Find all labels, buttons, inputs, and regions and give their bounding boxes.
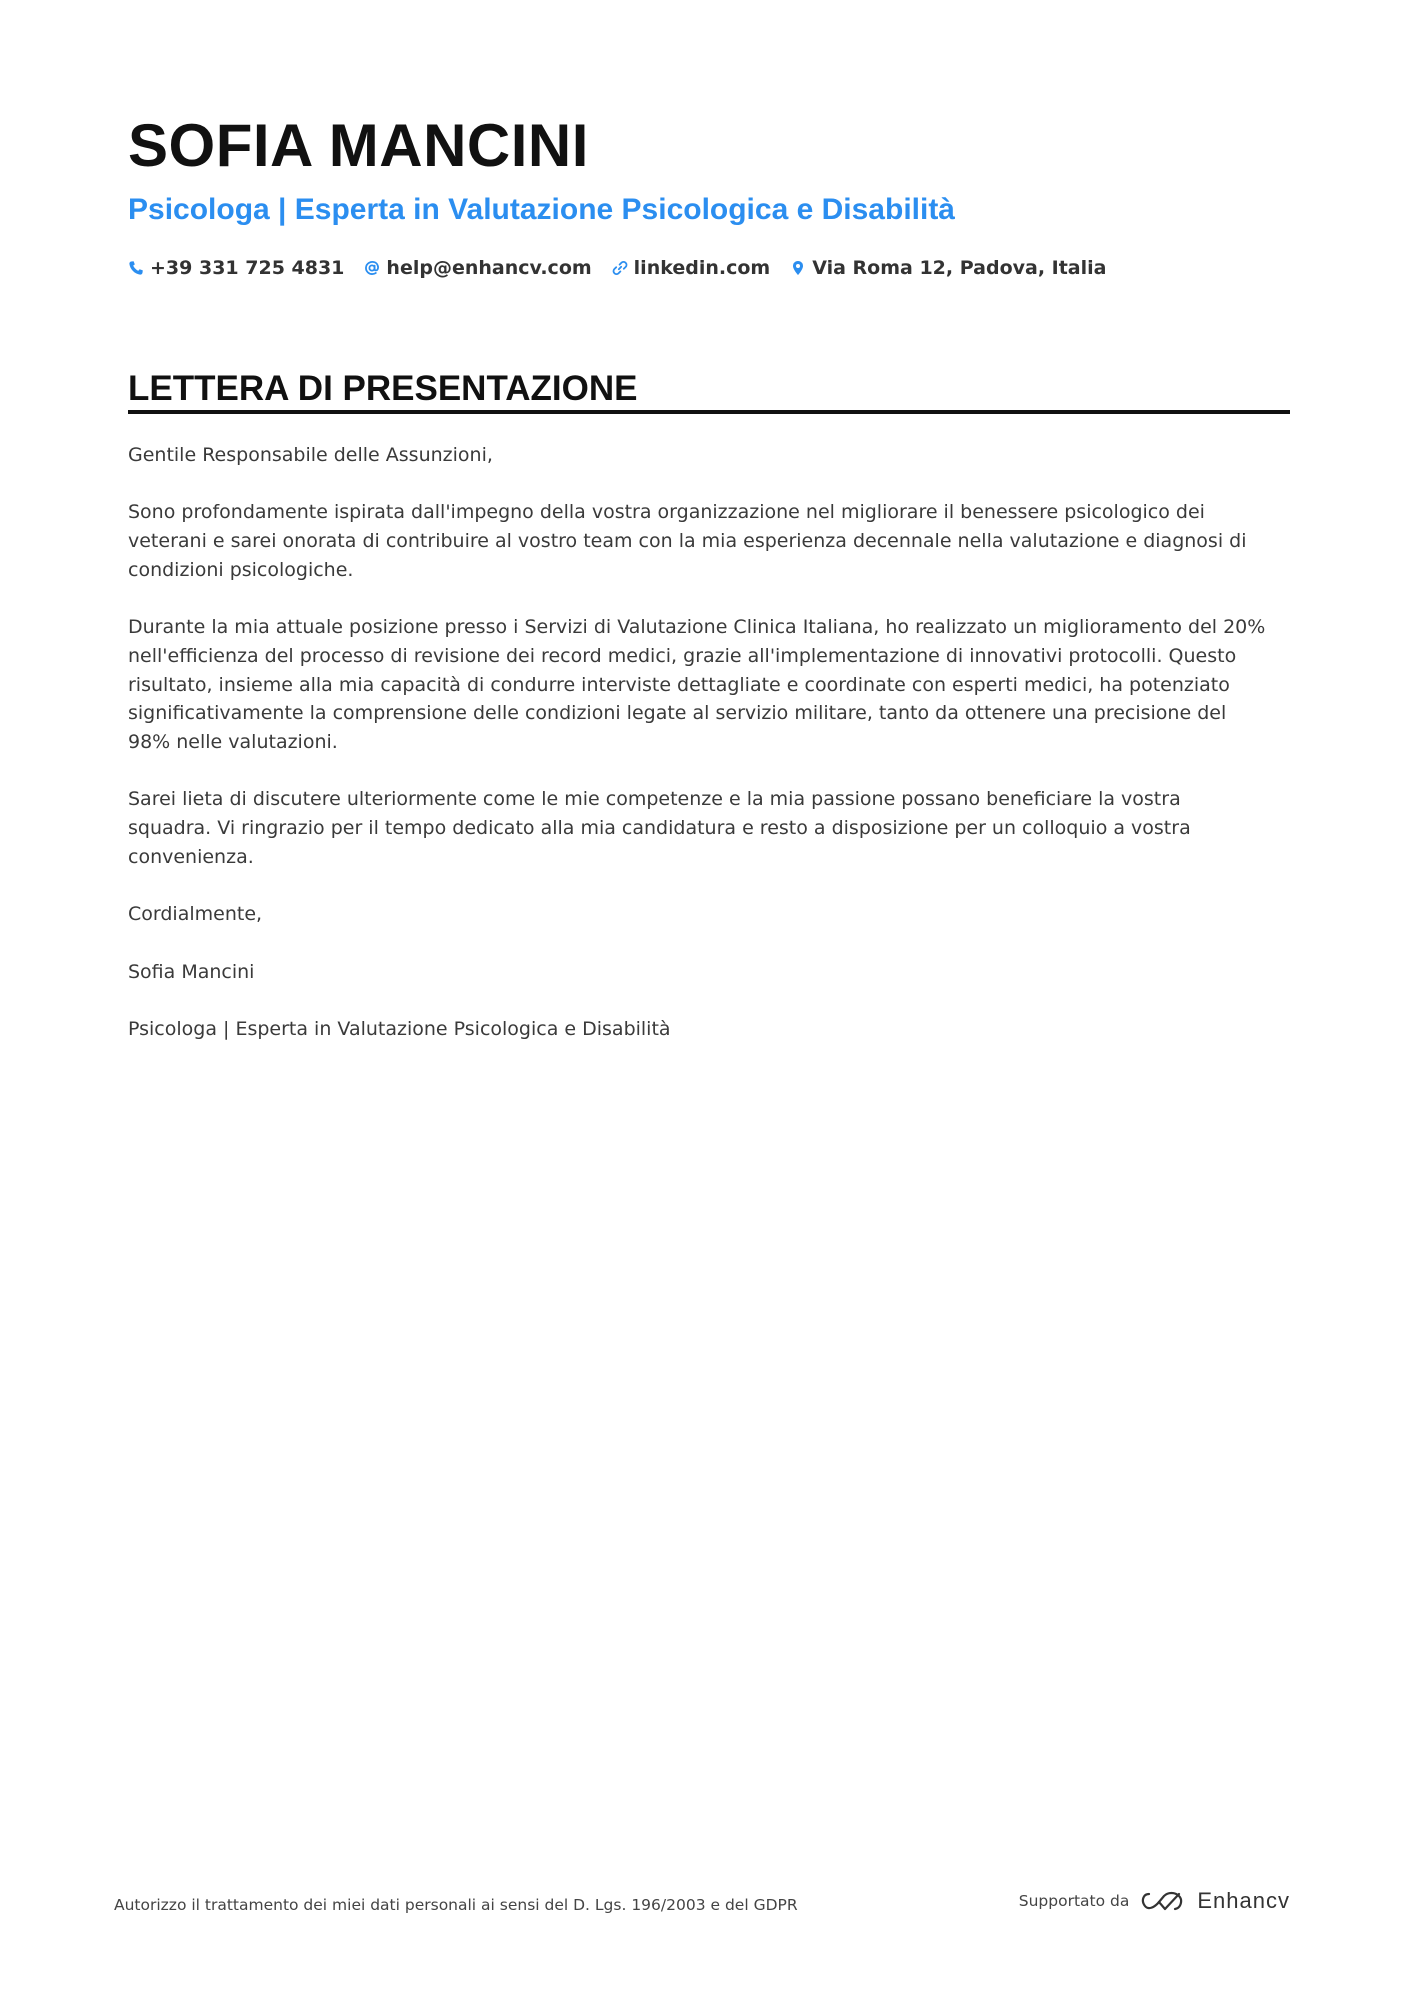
letter-paragraph-2: [128, 613, 1290, 757]
paragraph-line: Sarei lieta di discutere ulteriormente come le mie competenze e la mia passione possano beneficiare la vostra: [128, 788, 1181, 811]
phone-icon: [128, 260, 144, 276]
salutation: Gentile Responsabile delle Assunzioni,: [128, 444, 493, 466]
signature-title: Psicologa | Esperta in Valutazione Psicologica e Disabilità: [128, 1017, 671, 1040]
letter-body: [128, 441, 1290, 1072]
paragraph-line: nell'efficienza del processo di revisione dei record medici, grazie all'implementazione di innovativi protocolli. Questo: [128, 644, 1237, 667]
paragraph-line: condizioni psicologiche.: [128, 558, 354, 581]
paragraph-line: 98% nelle valutazioni.: [128, 731, 338, 753]
section-divider: [128, 410, 1290, 414]
paragraph-line: Durante la mia attuale posizione presso i Servizi di Valutazione Clinica Italiana, ho realizzato un miglioramento del 20%: [128, 616, 1266, 639]
location-pin-icon: [790, 260, 806, 276]
section-title: LETTERA DI PRESENTAZIONE: [128, 369, 638, 408]
candidate-name: SOFIA MANCINI: [128, 112, 589, 179]
signature-name: Sofia Mancini: [128, 960, 255, 983]
paragraph-line: squadra. Vi ringrazio per il tempo dedicato alla mia candidatura e resto a disposizione per un colloquio a vostra: [128, 817, 1191, 840]
paragraph-line: Sono profondamente ispirata dall'impegno della vostra organizzazione nel migliorare il benessere psicologico dei: [128, 501, 1205, 524]
contact-phone-text: +39 331 725 4831: [150, 257, 345, 279]
contact-address-text: Via Roma 12, Padova, Italia: [812, 257, 1107, 279]
candidate-headline: Psicologa | Esperta in Valutazione Psicologica e Disabilità: [128, 193, 955, 226]
privacy-note: Autorizzo il trattamento dei miei dati personali ai sensi del D. Lgs. 196/2003 e del GDPR: [114, 1896, 798, 1914]
paragraph-line: risultato, insieme alla mia capacità di condurre interviste dettagliate e coordinate con esperti medici, ha potenziato: [128, 673, 1230, 696]
closing: Cordialmente,: [128, 903, 263, 926]
contact-bar: [128, 254, 1126, 282]
enhancv-logo-icon: [1139, 1889, 1185, 1913]
paragraph-line: convenienza.: [128, 845, 254, 868]
contact-linkedin-text: linkedin.com: [633, 257, 771, 279]
contact-linkedin[interactable]: [612, 254, 771, 282]
brand-name: Enhancv: [1197, 1888, 1290, 1913]
contact-address: [790, 254, 1106, 282]
letter-paragraph-3: [128, 785, 1290, 871]
paragraph-line: veterani e sarei onorata di contribuire al vostro team con la mia esperienza decennale nella valutazione e diagnosi di: [128, 530, 1247, 553]
link-icon: [612, 260, 628, 276]
paragraph-line: significativamente la comprensione delle condizioni legate al servizio militare, tanto da ottenere una precisione del: [128, 702, 1227, 725]
letter-paragraph-1: [128, 498, 1290, 584]
contact-phone[interactable]: [128, 254, 344, 282]
contact-email-text: help@enhancv.com: [386, 257, 592, 279]
powered-by[interactable]: [1019, 1888, 1290, 1914]
powered-by-label: Supportato da: [1018, 1892, 1130, 1910]
at-icon: [364, 260, 380, 276]
contact-email[interactable]: [364, 254, 591, 282]
